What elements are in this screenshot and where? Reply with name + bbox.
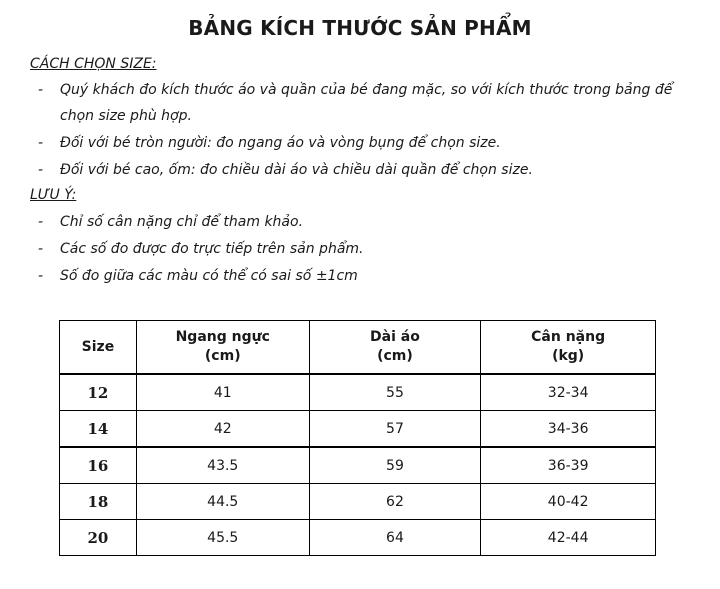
note-item-3-text: Số đo giữa các màu có thể có sai số ±1cm (60, 268, 358, 284)
bullet-dash: - (38, 135, 44, 151)
note-item-1 (38, 209, 690, 235)
cell-length: 57 (309, 411, 481, 448)
cell-size: 20 (60, 520, 137, 556)
cell-length: 55 (309, 374, 481, 411)
table-header-row (60, 321, 656, 375)
how-to-item-2-text: Đối với bé tròn người: đo ngang áo và vòng bụng để chọn size. (60, 135, 501, 151)
table-row (60, 374, 656, 411)
note-item-2 (38, 236, 690, 262)
table-row (60, 484, 656, 520)
bullet-dash: - (38, 268, 44, 284)
bullet-dash: - (38, 82, 44, 98)
cell-weight: 36-39 (481, 447, 656, 484)
cell-length: 62 (309, 484, 481, 520)
header-length-unit: (cm) (377, 348, 413, 364)
header-weight-label: Cân nặng (531, 329, 606, 345)
bullet-dash: - (38, 241, 44, 257)
cell-size: 14 (60, 411, 137, 448)
note-item-2-text: Các số đo được đo trực tiếp trên sản phẩm. (60, 241, 364, 257)
cell-weight: 32-34 (481, 374, 656, 411)
table-row (60, 520, 656, 556)
how-to-item-2 (38, 130, 690, 156)
cell-size: 12 (60, 374, 137, 411)
header-chest-unit: (cm) (204, 348, 241, 364)
note-item-3 (38, 263, 690, 289)
cell-chest: 43.5 (136, 447, 309, 484)
cell-size: 16 (60, 447, 137, 484)
cell-length: 64 (309, 520, 481, 556)
note-item-1-text: Chỉ số cân nặng chỉ để tham khảo. (60, 214, 304, 230)
bullet-dash: - (38, 214, 44, 230)
how-to-item-3-text: Đối với bé cao, ốm: đo chiều dài áo và chiều dài quần để chọn size. (60, 162, 533, 178)
cell-chest: 41 (136, 374, 309, 411)
cell-chest: 45.5 (136, 520, 309, 556)
table-row (60, 447, 656, 484)
header-length (309, 321, 481, 375)
header-size (60, 321, 137, 375)
cell-weight: 40-42 (481, 484, 656, 520)
header-weight-unit: (kg) (552, 348, 585, 364)
bullet-dash: - (38, 162, 44, 178)
header-length-label: Dài áo (370, 329, 420, 345)
cell-chest: 44.5 (136, 484, 309, 520)
page-title: BẢNG KÍCH THƯỚC SẢN PHẨM (188, 16, 532, 40)
cell-size: 18 (60, 484, 137, 520)
how-to-item-1 (38, 77, 690, 129)
header-chest-label: Ngang ngực (175, 329, 270, 345)
cell-chest: 42 (136, 411, 309, 448)
size-chart-table (59, 320, 656, 556)
note-heading: LƯU Ý: (30, 187, 77, 203)
how-to-choose-heading: CÁCH CHỌN SIZE: (30, 56, 157, 72)
table-row (60, 411, 656, 448)
how-to-item-1-text: Quý khách đo kích thước áo và quần của bé đang mặc, so với kích thước trong bảng để chọn size phù hợp. (60, 82, 673, 124)
header-size-label: Size (81, 338, 115, 355)
how-to-item-3 (38, 157, 690, 183)
cell-length: 59 (309, 447, 481, 484)
header-chest (136, 321, 309, 375)
cell-weight: 42-44 (481, 520, 656, 556)
cell-weight: 34-36 (481, 411, 656, 448)
header-weight (481, 321, 656, 375)
